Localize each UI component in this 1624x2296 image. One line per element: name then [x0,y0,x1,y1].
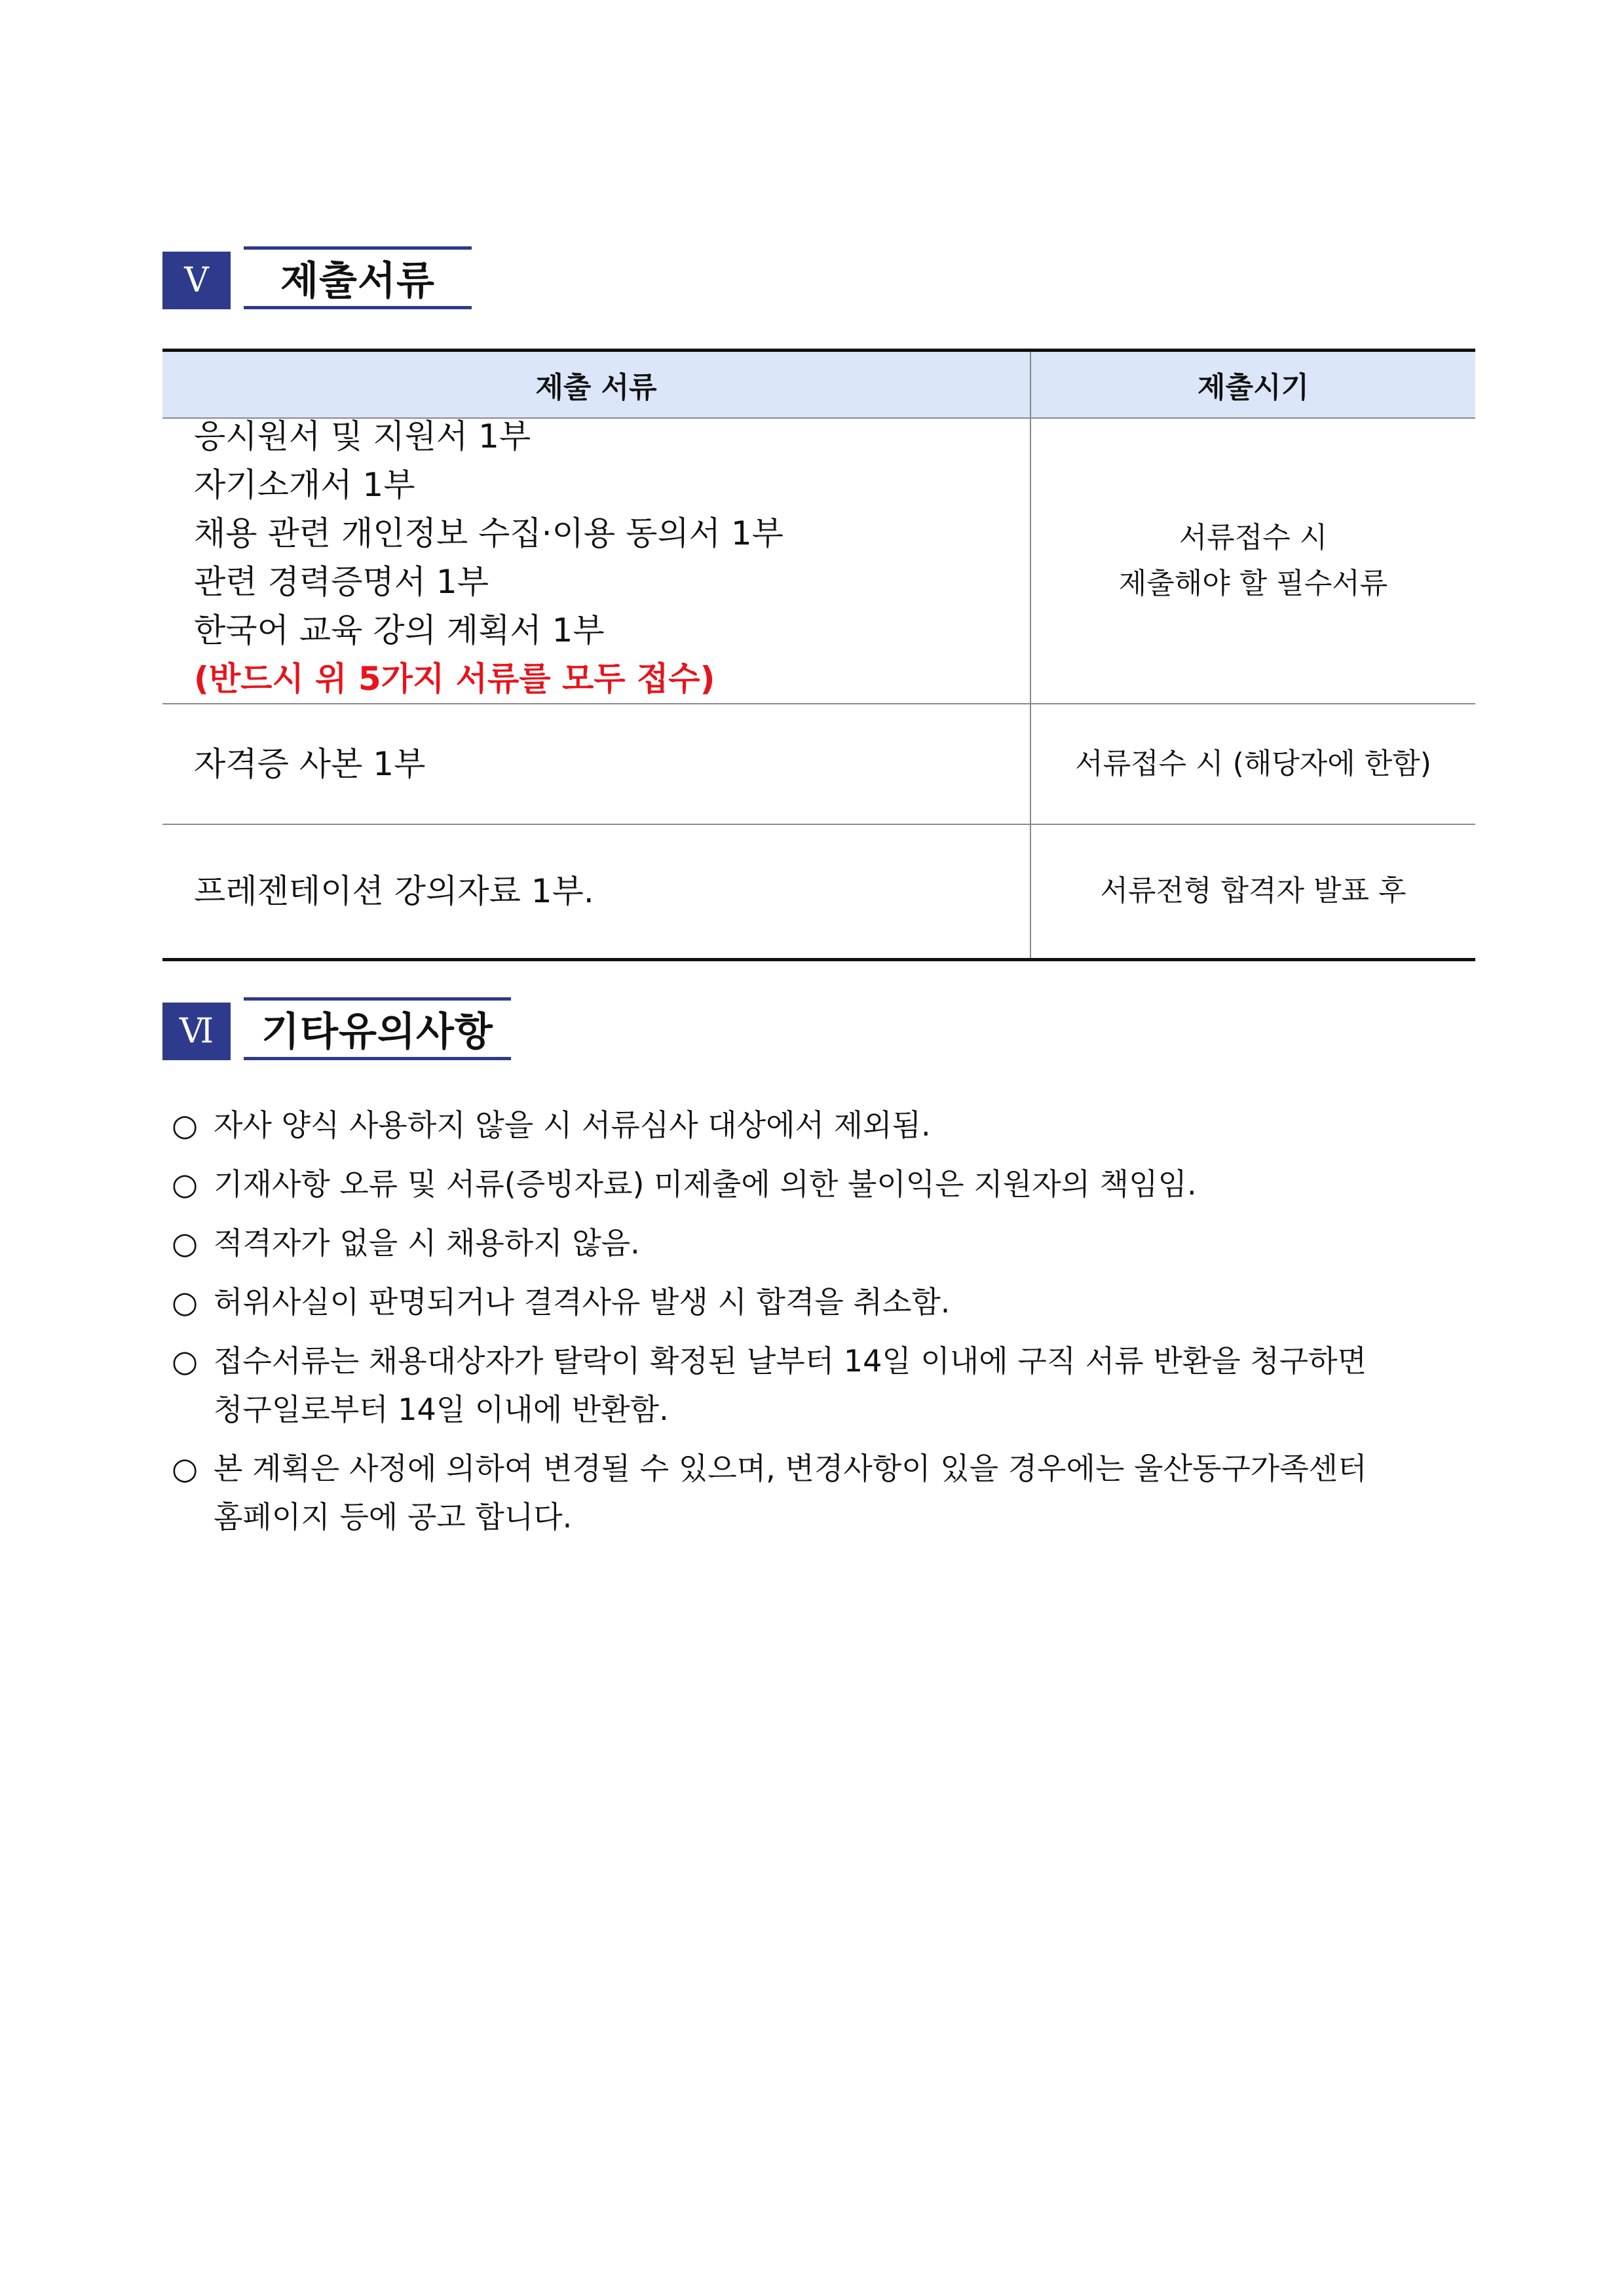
note-text: 허위사실이 판명되거나 결격사유 발생 시 합격을 취소함. [214,1284,951,1320]
timing-cell [1030,418,1475,704]
documents-cell [162,824,1030,959]
circle-bullet-icon: ○ [172,1225,198,1261]
header-documents: 제출 서류 [162,351,1030,419]
document-item: 응시원서 및 지원서 1부 [194,417,531,455]
circle-bullet-icon: ○ [172,1451,198,1486]
list-item [172,1160,1475,1208]
note-text-continued: 홈페이지 등에 공고 합니다. [214,1499,573,1535]
list-item [172,1337,1475,1434]
document-item: 채용 관련 개인정보 수집·이용 동의서 1부 [194,514,784,552]
table-header-row [162,351,1475,419]
documents-cell [162,704,1030,824]
timing-text: 서류접수 시 (해당자에 한함) [1075,747,1431,780]
note-text: 기재사항 오류 및 서류(증빙자료) 미제출에 의한 불이익은 지원자의 책임임. [214,1166,1197,1202]
circle-bullet-icon: ○ [172,1343,198,1379]
list-item [172,1278,1475,1326]
section-6-title: 기타유의사항 [244,997,511,1060]
document-item: 관련 경력증명서 1부 [194,563,489,601]
document-item: 한국어 교육 강의 계획서 1부 [194,611,605,649]
circle-bullet-icon: ○ [172,1166,198,1202]
section-5-heading [162,252,435,309]
notes-list [172,1101,1475,1552]
note-text: 적격자가 없을 시 채용하지 않음. [214,1225,640,1261]
note-text: 접수서류는 채용대상자가 탈락이 확정된 날부터 14일 이내에 구직 서류 반환을 청구하면 [214,1343,1367,1379]
circle-bullet-icon: ○ [172,1284,198,1320]
note-text: 본 계획은 사정에 의하여 변경될 수 있으며, 변경사항이 있을 경우에는 울산동구가족센터 [214,1451,1367,1486]
circle-bullet-icon: ○ [172,1107,198,1143]
document-item: 자기소개서 1부 [194,466,415,504]
section-5-title: 제출서류 [244,246,472,309]
note-text-continued: 청구일로부터 14일 이내에 반환함. [214,1392,669,1427]
section-5-numeral: Ⅴ [162,252,231,309]
documents-cell [162,418,1030,704]
required-note: (반드시 위 5가지 서류를 모두 접수) [194,660,715,698]
timing-cell [1030,704,1475,824]
timing-text: 제출해야 할 필수서류 [1118,567,1388,600]
timing-text: 서류전형 합격자 발표 후 [1100,874,1407,908]
section-6-numeral: Ⅵ [162,1003,231,1060]
document-item: 자격증 사본 1부 [194,745,426,783]
note-text: 자사 양식 사용하지 않을 시 서류심사 대상에서 제외됨. [214,1107,931,1143]
list-item [172,1444,1475,1541]
documents-table [162,349,1475,961]
document-item: 프레젠테이션 강의자료 1부. [194,872,594,911]
header-timing: 제출시기 [1030,351,1475,419]
table-row [162,418,1475,704]
list-item [172,1101,1475,1149]
table-row [162,824,1475,959]
timing-cell [1030,824,1475,959]
table-row [162,704,1475,824]
list-item [172,1219,1475,1267]
timing-text: 서류접수 시 [1179,521,1328,554]
section-6-heading [162,1003,493,1060]
